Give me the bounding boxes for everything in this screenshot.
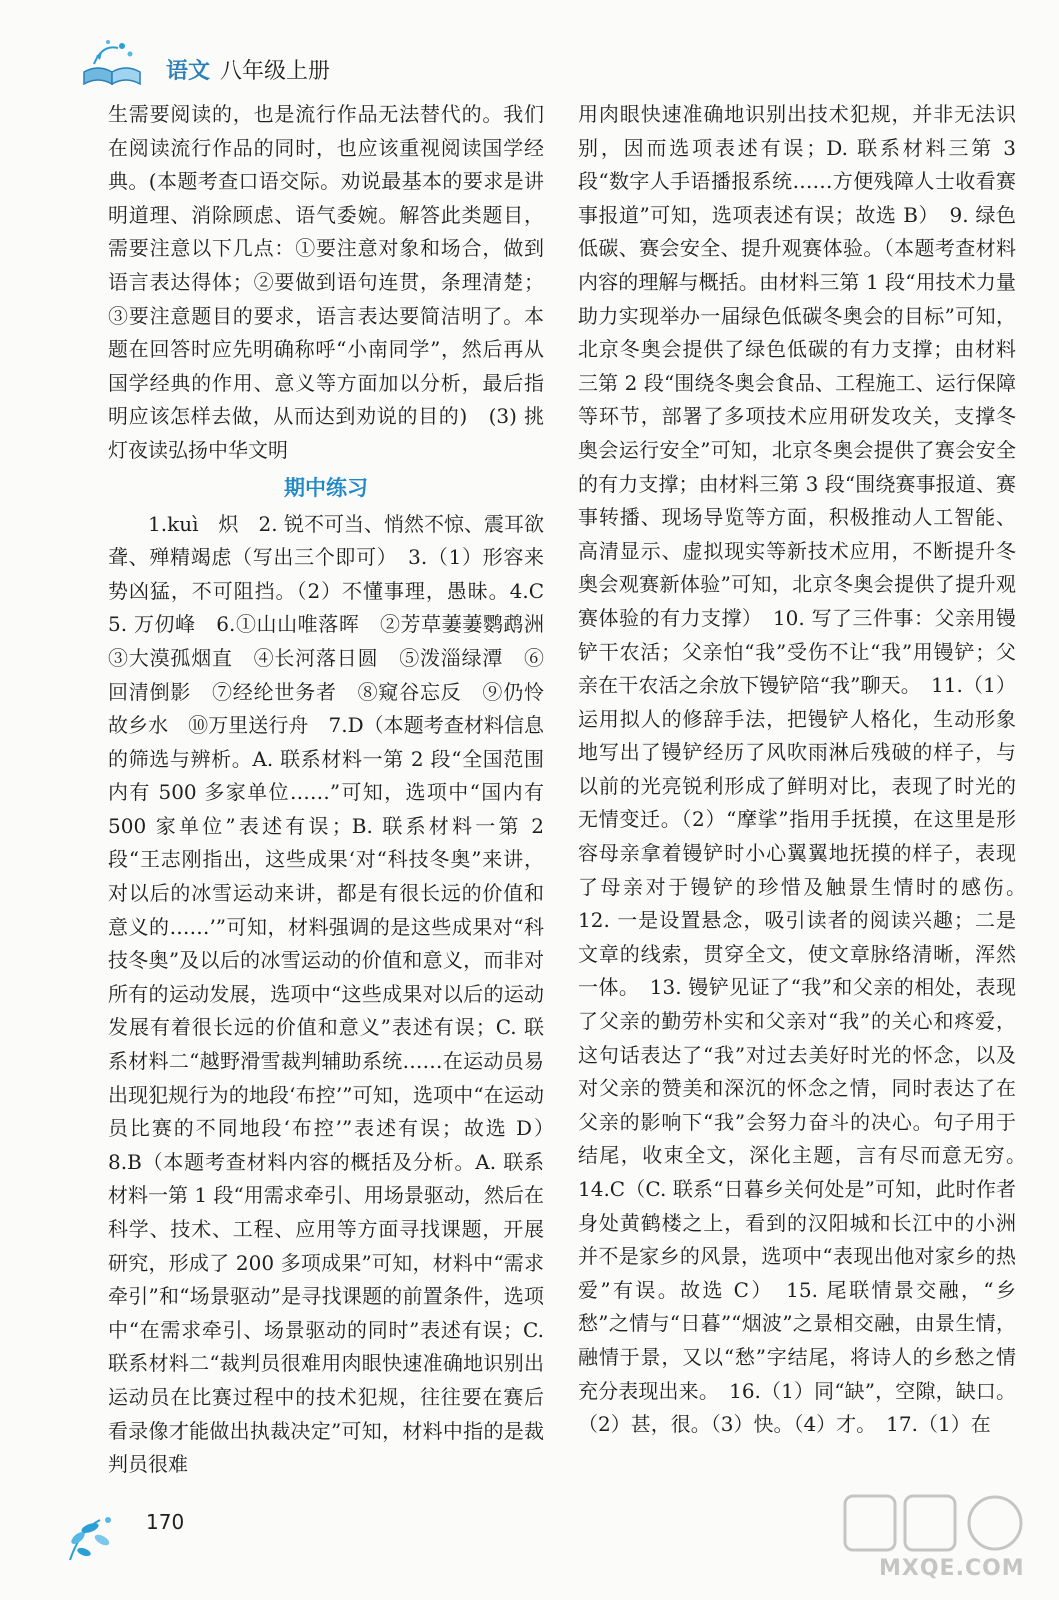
watermark-logo-icon [835,1490,1035,1560]
right-column [578,98,1036,1442]
section-title: 期中练习 [284,475,368,500]
left-paragraph-2: 1.kuì 炽 2. 锐不可当、悄然不惊、震耳欲聋、殚精竭虑（写出三个即可） 3.（1）形容来势凶猛，不可阻挡。（2）不懂事理，愚昧。4.C 5. 万仞峰 6.①山山唯落晖 ②芳草萋萋鹦鹉洲 ③大漠孤烟直 ④长河落日圆 ⑤泼淄绿潭 ⑥回清倒影 ⑦经纶世务者 ⑧窥谷忘反 ⑨仍怜故乡水 ⑩万里送行舟 7.D（本题考查材料信息的筛选与辨析。A. 联系材料一第 2 段“全国范围内有 500 多家单位……”可知，选项中“国内有 500 家单位”表述有误；B. 联系材料一第 2 段“王志刚指出，这些成果‘对“科技冬奥”来讲，对以后的冰雪运动来讲，都是有很长远的价值和意义的……’”可知，材料强调的是这些成果对“科技冬奥”及以后的冰雪运动的价值和意义，而非对所有的运动发展，选项中“这些成果对以后的运动发展有着很长远的价值和意义”表述有误；C. 联系材料二“越野滑雪裁判辅助系统……在运动员易出现犯规行为的地段‘布控’”可知，选项中“在运动员比赛的不同地段‘布控’”表述有误；故选 D） 8.B（本题考查材料内容的概括及分析。A. 联系材料一第 1 段“用需求牵引、用场景驱动，然后在科学、技术、工程、应用等方面寻找课题，开展研究，形成了 200 多项成果”可知，材料中“需求牵引”和“场景驱动”是寻找课题的前置条件，选项中“在需求牵引、场景驱动的同时”表述有误；C. 联系材料二“裁判员很难用肉眼快速准确地识别出运动员在比赛过程中的技术犯规，往往要在赛后看录像才能做出执裁决定”可知，材料中指的是裁判员很难 [108,511,564,1477]
leaf-decoration-icon [60,1490,140,1570]
watermark-text: MXQE.COM [879,1556,1025,1581]
right-paragraph-1: 用肉眼快速准确地识别出技术犯规，并非无法识别，因而选项表述有误；D. 联系材料三第 3 段“数字人手语播报系统……方便残障人士收看赛事报道”可知，选项表述有误；故选 B） 9. 绿色低碳、赛会安全、提升观赛体验。（本题考查材料内容的理解与概括。由材料三第 1 段“用技术力量助力实现举办一届绿色低碳冬奥会的目标”可知，北京冬奥会提供了绿色低碳的有力支撑；由材料三第 2 段“围绕冬奥会食品、工程施工、运行保障等环节，部署了多项技术应用研发攻关，支撑冬奥会运行安全”可知，北京冬奥会提供了赛会安全的有力支撑；由材料三第 3 段“围绕赛事报道、赛事转播、现场导览等方面，积极推动人工智能、高清显示、虚拟现实等新技术应用，不断提升冬奥会观赛新体验”可知，北京冬奥会提供了提升观赛体验的有力支撑） 10. 写了三件事：父亲用镘铲干农活；父亲怕“我”受伤不让“我”用镘铲；父亲在干农活之余放下镘铲陪“我”聊天。 11.（1）运用拟人的修辞手法，把镘铲人格化，生动形象地写出了镘铲经历了风吹雨淋后残破的样子，与以前的光亮锐利形成了鲜明对比，表现了时光的无情变迁。（2）“摩挲”指用手抚摸，在这里是形容母亲拿着镘铲时小心翼翼地抚摸的样子，表现了母亲对于镘铲的珍惜及触景生情时的感伤。 12. 一是设置悬念，吸引读者的阅读兴趣；二是文章的线索，贯穿全文，使文章脉络清晰，浑然一体。 13. 镘铲见证了“我”和父亲的相处，表现了父亲的勤劳朴实和父亲对“我”的关心和疼爱，这句话表达了“我”对过去美好时光的怀念，以及对父亲的赞美和深沉的怀念之情，同时表达了在父亲的影响下“我”会努力奋斗的决心。句子用于结尾，收束全文，深化主题，言有尽而意无穷。 14.C（C. 联系“日暮乡关何处是”可知，此时作者身处黄鹤楼之上，看到的汉阳城和长江中的小洲并不是家乡的风景，选项中“表现出他对家乡的热爱”有误。故选 C） 15. 尾联情景交融，“乡愁”之情与“日暮”“烟波”之景相交融，由景生情，融情于景，又以“愁”字结尾，将诗人的乡愁之情充分表现出来。 16.（1）同“缺”，空隙，缺口。（2）甚，很。（3）快。（4）才。 17.（1）在 [578,102,1036,1437]
page-footer [60,1490,260,1570]
left-column [108,98,564,1482]
book-logo-icon [78,34,148,88]
page-number: 170 [146,1510,185,1534]
page-header [78,30,378,90]
left-paragraph-1: 生需要阅读的，也是流行作品无法替代的。我们在阅读流行作品的同时，也应该重视阅读国学经典。(本题考查口语交际。劝说最基本的要求是讲明道理、消除顾虑、语气委婉。解答此类题目，需要注意以下几点：①要注意对象和场合，做到语言表达得体；②要做到语句连贯，条理清楚；③要注意题目的要求，语言表达要简洁明了。本题在回答时应先明确称呼“小南同学”，然后再从国学经典的作用、意义等方面加以分析，最后指明应该怎样去做，从而达到劝说的目的) (3) 挑灯夜读弘扬中华文明 [108,102,544,462]
grade-label: 八年级上册 [220,59,331,84]
watermark [835,1490,1035,1590]
subject-label: 语文 [166,59,211,84]
